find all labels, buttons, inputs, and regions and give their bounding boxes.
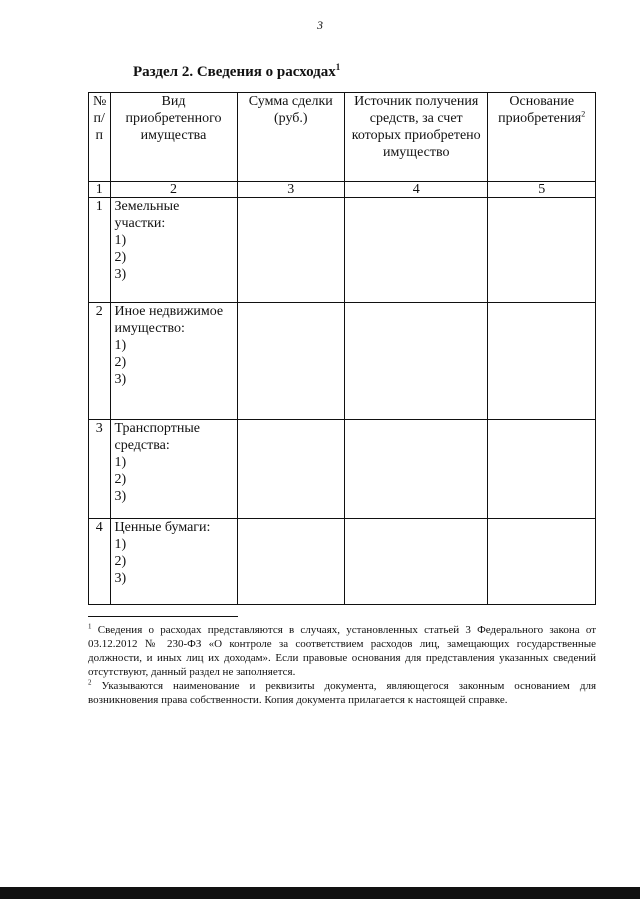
- header-row: [89, 93, 596, 182]
- list-item: 2): [114, 355, 127, 370]
- funds-source-cell: [345, 519, 488, 605]
- category-cell: [110, 420, 237, 519]
- footnote-1: [88, 623, 596, 679]
- acquisition-basis-cell: [488, 303, 596, 420]
- acquisition-basis-cell: [488, 420, 596, 519]
- header-cell-funds-source: Источник получения средств, за счет которых приобретено имущество: [345, 93, 488, 182]
- amount-cell: [237, 198, 345, 303]
- list-item: 2): [114, 250, 127, 265]
- amount-cell: [237, 519, 345, 605]
- acquisition-basis-cell: [488, 198, 596, 303]
- category-cell: [110, 198, 237, 303]
- list-item: 2): [114, 554, 127, 569]
- list-item: 3): [114, 372, 127, 387]
- column-number: 1: [89, 182, 111, 198]
- column-number: 2: [110, 182, 237, 198]
- category-label: Ценные бумаги:: [114, 520, 211, 535]
- category-label: Иное недвижимое имущество:: [114, 304, 224, 336]
- list-item: 3): [114, 571, 127, 586]
- column-number: 3: [237, 182, 345, 198]
- section-title-footnote-ref: 1: [335, 62, 341, 72]
- row-number: 4: [89, 519, 111, 605]
- footnote-marker: 2: [88, 678, 92, 687]
- column-number: 4: [345, 182, 488, 198]
- table-row: [89, 198, 596, 303]
- expenses-table: [88, 92, 596, 605]
- funds-source-cell: [345, 420, 488, 519]
- funds-source-cell: [345, 303, 488, 420]
- table-row: [89, 420, 596, 519]
- category-cell: [110, 303, 237, 420]
- row-number: 2: [89, 303, 111, 420]
- list-item: 3): [114, 267, 127, 282]
- funds-source-cell: [345, 198, 488, 303]
- list-item: 1): [114, 537, 127, 552]
- scan-edge-bar: [0, 887, 640, 899]
- table-row: [89, 519, 596, 605]
- column-number-row: [89, 182, 596, 198]
- row-number: 1: [89, 198, 111, 303]
- page-number: 3: [317, 18, 323, 32]
- column-number: 5: [488, 182, 596, 198]
- list-item: 2): [114, 472, 127, 487]
- list-item: 1): [114, 338, 127, 353]
- list-item: 1): [114, 455, 127, 470]
- footnote-2: [88, 679, 596, 707]
- header-footnote-ref: 2: [581, 109, 586, 119]
- category-label: Транспортные средства:: [114, 421, 200, 453]
- header-cell-acquisition-basis: Основание приобретения$^2$: [488, 93, 596, 182]
- amount-cell: [237, 420, 345, 519]
- footnote-text: Указываются наименование и реквизиты документа, являющегося законным основанием для возникновения права собственности. Копия документа прилагается к настоящей справке.: [88, 680, 597, 706]
- header-cell-property-type: Вид приобретенного имущества: [110, 93, 237, 182]
- list-item: 3): [114, 489, 127, 504]
- section-title-text: Раздел 2. Сведения о расходах: [133, 64, 336, 80]
- row-number: 3: [89, 420, 111, 519]
- acquisition-basis-cell: [488, 519, 596, 605]
- footnote-marker: 1: [88, 622, 92, 631]
- list-item: 1): [114, 233, 127, 248]
- header-cell-amount: Сумма сделки (руб.): [237, 93, 345, 182]
- category-cell: [110, 519, 237, 605]
- section-title: [133, 64, 340, 81]
- header-cell-number: № п/п: [89, 93, 111, 182]
- footnote-divider: [88, 616, 238, 617]
- category-label: Земельные участки:: [114, 199, 180, 231]
- footnotes: [88, 623, 596, 707]
- footnote-text: Сведения о расходах представляются в случаях, установленных статьей 3 Федерального закона от 03.12.2012 № 230-ФЗ «О контроле за соответствием расходов лиц, замещающих государственные должности, и иных лиц их доходам». Если правовые основания для представления указанных сведений отсутствуют, данный раздел не заполняется.: [88, 624, 596, 678]
- amount-cell: [237, 303, 345, 420]
- table-row: [89, 303, 596, 420]
